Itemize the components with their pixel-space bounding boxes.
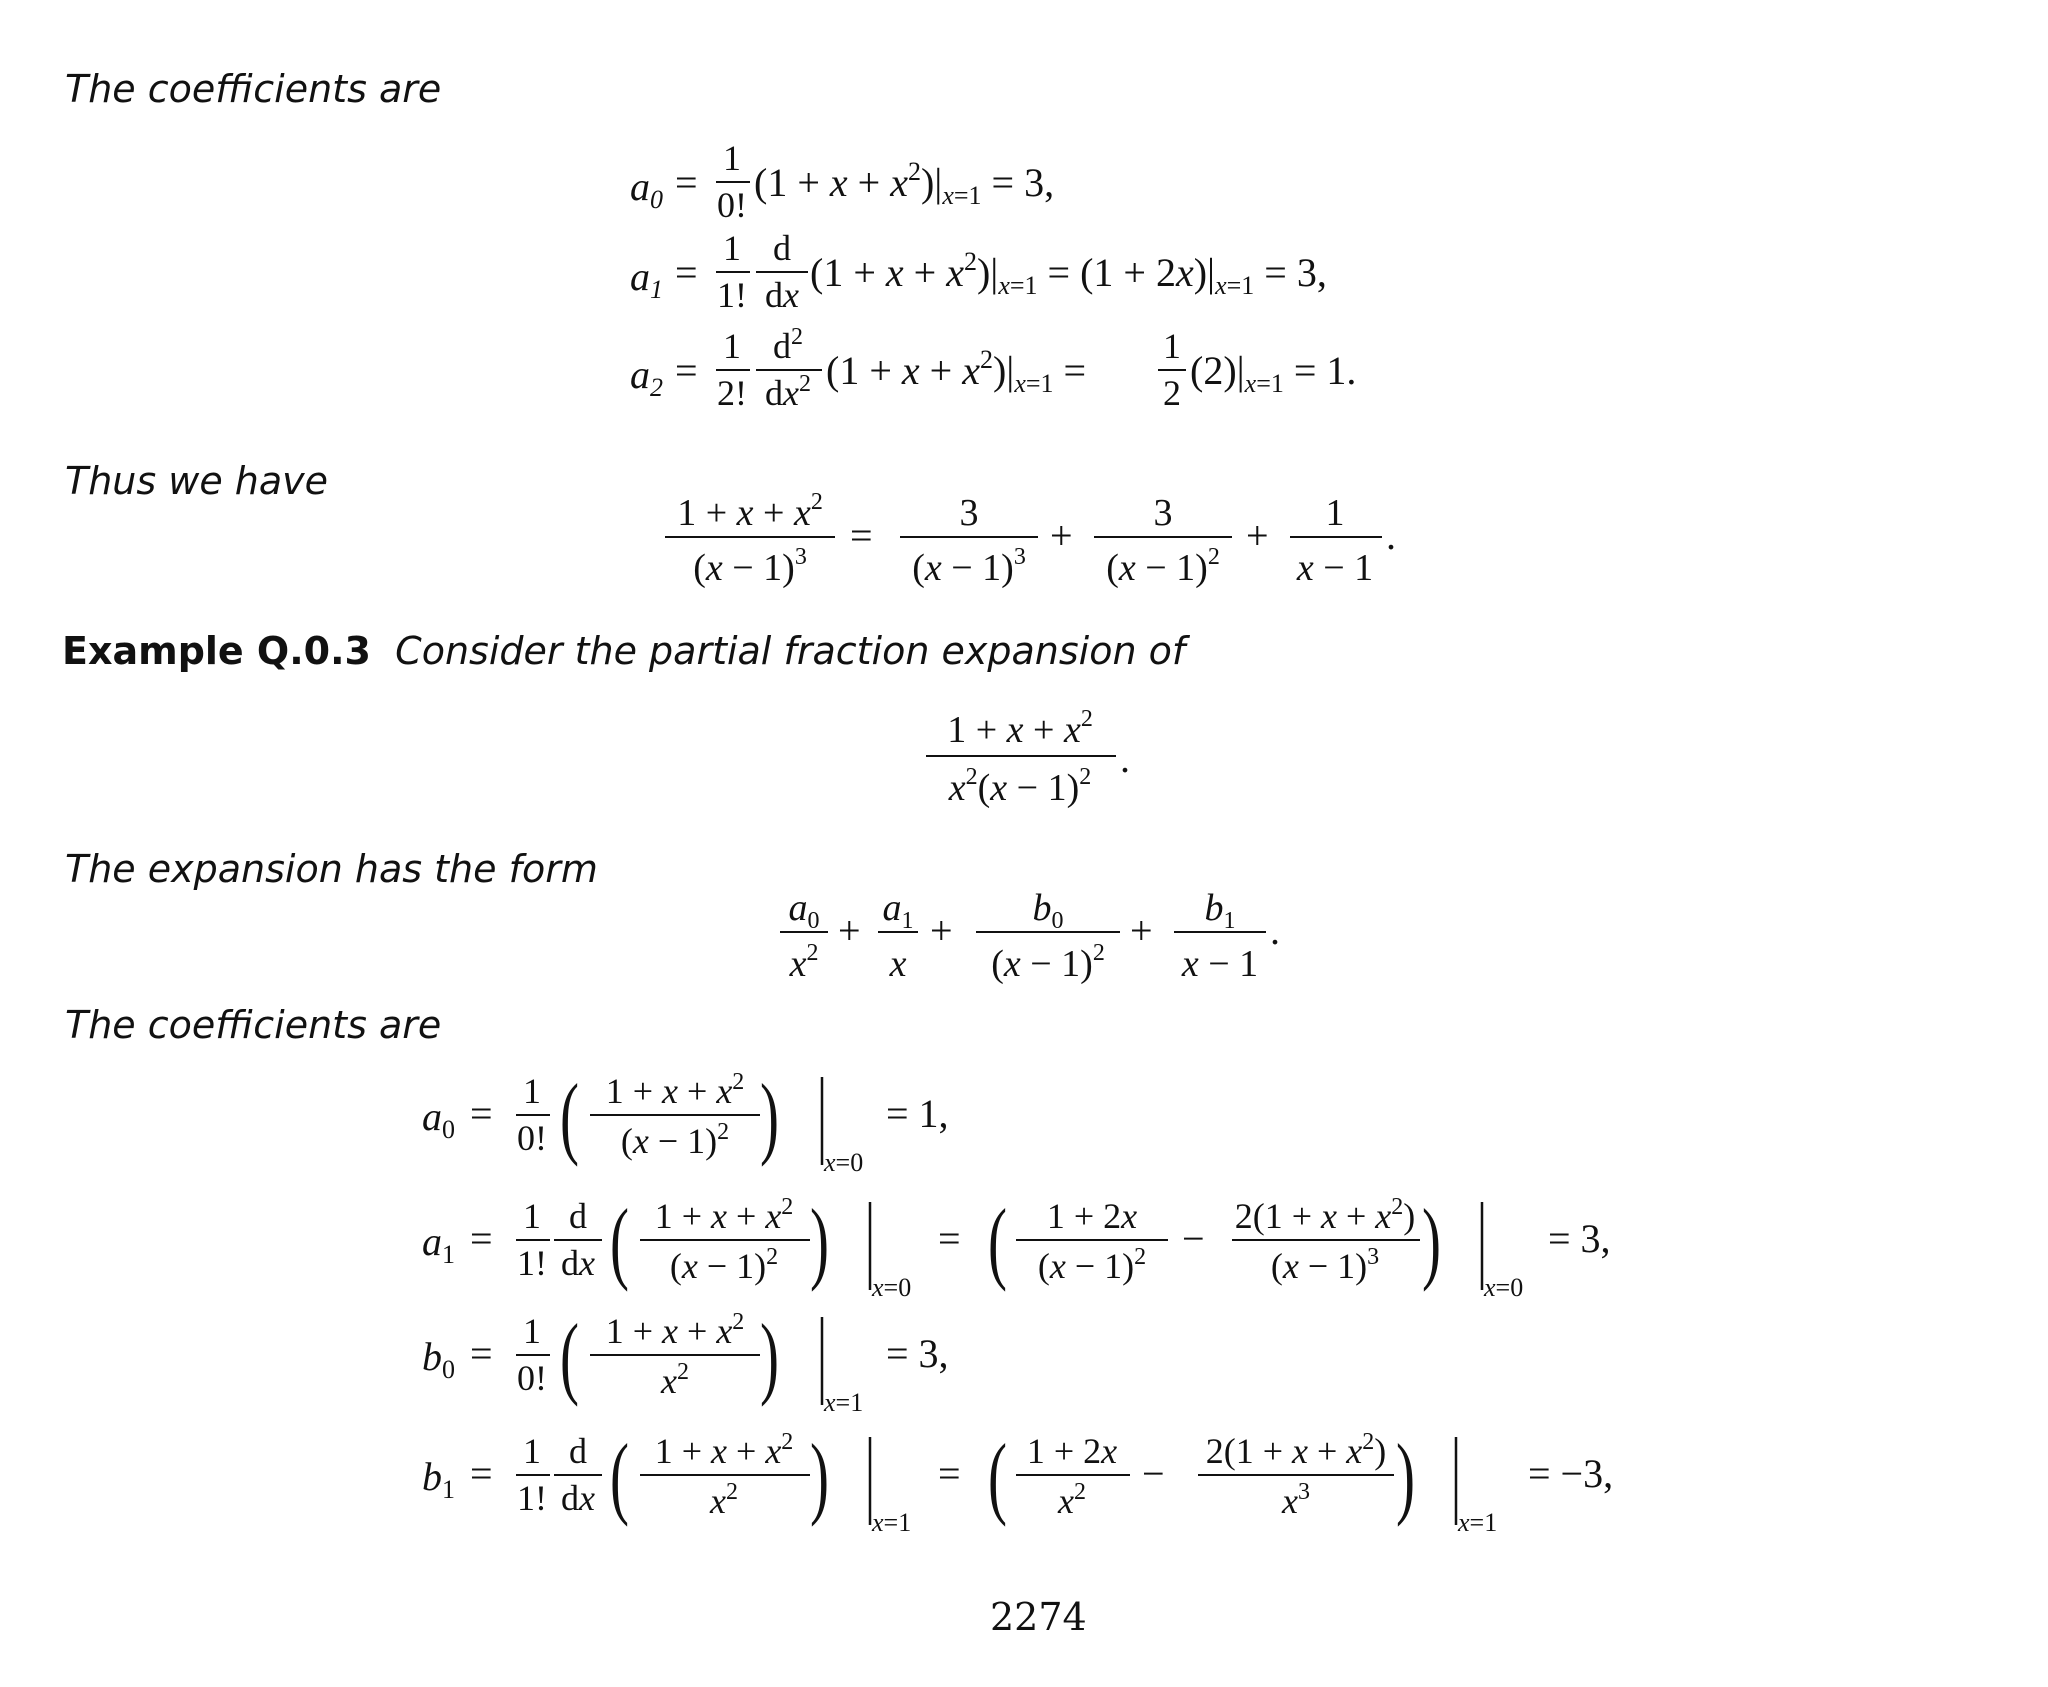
svg-text:x: x: [889, 943, 907, 985]
svg-text:0!: 0!: [517, 1358, 547, 1398]
svg-text:1 + 2x: 1 + 2x: [1026, 1431, 1118, 1471]
svg-text:1 + x + x2: $1 + x + x^2$: [677, 489, 823, 534]
svg-text:a1: $a_1$: [882, 887, 914, 934]
svg-text:1: 1: [1325, 492, 1345, 534]
svg-text:1: 1: [523, 1071, 541, 1111]
svg-text:=: =: [938, 1451, 961, 1496]
svg-text:1!: 1!: [517, 1478, 547, 1518]
svg-text:1: 1: [523, 1311, 541, 1351]
svg-text:(: (: [560, 1065, 580, 1168]
svg-text:1: 1: [523, 1196, 541, 1236]
svg-text:b0: $b_0$: [1032, 887, 1064, 934]
svg-text:−: −: [1142, 1451, 1165, 1496]
example-text: Consider the partial fraction expansion of: [395, 629, 1186, 673]
svg-text:(1 + x + x2)|x=1 = 3,: $(1 + x + x^2)|_x=1 = 3$,: [754, 157, 1055, 210]
svg-text:dx: dx: [561, 1243, 595, 1283]
svg-text:(: (: [610, 1425, 630, 1528]
svg-text:1 + 2x: 1 + 2x: [1046, 1196, 1138, 1236]
svg-text:b1: $b_1$: [422, 1454, 455, 1504]
svg-text:+: +: [1050, 513, 1073, 558]
svg-text:(x − 1)3: $(x - 1)^3$: [912, 544, 1026, 589]
svg-text:=: =: [470, 1331, 493, 1376]
svg-text:+: +: [1246, 513, 1269, 558]
svg-text:(x − 1)3: $(x - 1)^3$: [693, 544, 807, 589]
svg-text:1 + x + x2: $1 + x + x^2$: [654, 1194, 794, 1236]
svg-text:(1 + x + x2)|x=1 = (1 + 2x)|x=: $(1 + x + x^2)|_x=1 = (1 + 2x)|_x=1 = 3$,: [810, 247, 1327, 300]
svg-text:x=0: x=0: [1484, 1273, 1524, 1302]
svg-text:): ): [810, 1425, 830, 1528]
svg-text:1: 1: [723, 228, 741, 268]
svg-text:1!: 1!: [717, 275, 747, 315]
example-label: Example Q.0.3: [62, 629, 371, 673]
svg-text:.: .: [1386, 513, 1396, 558]
page-number: 2274: [990, 1595, 1087, 1639]
svg-text:3: 3: [959, 492, 979, 534]
svg-text:=: =: [470, 1091, 493, 1136]
svg-text:(2)|x=1 = 1.: $(2)|_x=1 = 1$.: [1190, 348, 1357, 398]
svg-text:a0: $a_0$: [422, 1094, 455, 1144]
svg-text:a1: $a_1$: [422, 1219, 455, 1269]
expansion-form-text: The expansion has the form: [65, 847, 598, 891]
svg-text:dx2: $dx^2$: [765, 371, 811, 413]
svg-text:): ): [760, 1305, 780, 1408]
coefficients-intro-text-2: The coefficients are: [65, 1003, 442, 1047]
thus-we-have-text: Thus we have: [65, 459, 329, 503]
svg-text:d2: $d^2$: [773, 324, 803, 366]
svg-text:2(1 + x + x2): $2(1 + x + x^2)$: [1234, 1194, 1416, 1236]
svg-text:x=0: x=0: [872, 1273, 912, 1302]
svg-text:0!: 0!: [517, 1118, 547, 1158]
svg-text:1: 1: [723, 326, 741, 366]
svg-text:x − 1: x − 1: [1296, 547, 1374, 589]
svg-text:2(1 + x + x2): $2(1 + x + x^2)$: [1205, 1429, 1387, 1471]
svg-text:+: +: [1130, 908, 1153, 953]
svg-text:=: =: [675, 250, 698, 295]
svg-text:+: +: [930, 908, 953, 953]
svg-text:1: 1: [1163, 326, 1181, 366]
svg-text:d: d: [569, 1196, 587, 1236]
svg-text:a0: $a_0$: [630, 164, 663, 214]
svg-text:1 + x + x2: $1 + x + x^2$: [654, 1429, 794, 1471]
svg-text:x=1: x=1: [824, 1388, 864, 1417]
svg-text:(: (: [560, 1305, 580, 1408]
svg-text:a0: $a_0$: [788, 887, 820, 934]
svg-text:=: =: [675, 160, 698, 205]
svg-text:= 1,: = 1,: [886, 1091, 949, 1136]
svg-text:(x − 1)2: $(x - 1)^2$: [669, 1244, 779, 1286]
svg-text:.: .: [1120, 736, 1130, 781]
svg-text:1: 1: [523, 1431, 541, 1471]
svg-text:d: d: [569, 1431, 587, 1471]
svg-text:x=1: x=1: [872, 1508, 912, 1535]
svg-text:x=1: x=1: [1458, 1508, 1498, 1535]
svg-text:1: 1: [723, 138, 741, 178]
svg-text:(x − 1)2: $(x - 1)^2$: [991, 940, 1105, 985]
svg-text:+: +: [838, 908, 861, 953]
svg-text:dx: dx: [561, 1478, 595, 1518]
svg-text:d: d: [773, 228, 791, 268]
svg-text:=: =: [675, 348, 698, 393]
svg-text:(x − 1)3: $(x - 1)^3$: [1270, 1244, 1380, 1286]
svg-text:x=0: x=0: [824, 1148, 864, 1177]
svg-text:x2: $x^2$: [1058, 1479, 1086, 1521]
svg-text:): ): [760, 1065, 780, 1168]
svg-text:x2: $x^2$: [661, 1359, 689, 1401]
svg-text:.: .: [1270, 908, 1280, 953]
svg-text:x2: $x^2$: [710, 1479, 738, 1521]
svg-text:2!: 2!: [717, 373, 747, 413]
svg-text:(: (: [610, 1190, 630, 1293]
equation-block-1: [620, 130, 1440, 440]
svg-text:= 3,: = 3,: [1548, 1216, 1611, 1261]
svg-text:(1 + x + x2)|x=1 =: $(1 + x + x^2)|_x=1$ =: [826, 345, 1087, 398]
example-heading: [62, 629, 1186, 673]
svg-text:x3: $x^3$: [1282, 1479, 1310, 1521]
svg-text:1!: 1!: [517, 1243, 547, 1283]
svg-text:1 + x + x2: $1 + x + x^2$: [605, 1069, 745, 1111]
coefficients-intro-text: The coefficients are: [65, 67, 442, 111]
svg-text:1 + x + x2: $1 + x + x^2$: [605, 1309, 745, 1351]
svg-text:(x − 1)2: $(x - 1)^2$: [1106, 544, 1220, 589]
svg-text:(: (: [988, 1190, 1008, 1293]
svg-text:x2(x − 1)2: $x^2(x - 1)^2$: [948, 764, 1092, 809]
result-equation-1: [660, 485, 1420, 595]
svg-text:2: 2: [1163, 373, 1181, 413]
equation-block-2: [420, 1065, 1670, 1535]
svg-text:(: (: [988, 1425, 1008, 1528]
svg-text:= −3,: = −3,: [1528, 1451, 1614, 1496]
svg-text:): ): [810, 1190, 830, 1293]
svg-text:(x − 1)2: $(x - 1)^2$: [1037, 1244, 1147, 1286]
svg-text:=: =: [938, 1216, 961, 1261]
svg-text:a1: $a_1$: [630, 254, 663, 304]
svg-text:=: =: [850, 513, 873, 558]
svg-text:=: =: [470, 1216, 493, 1261]
svg-text:= 3,: = 3,: [886, 1331, 949, 1376]
svg-text:b1: $b_1$: [1204, 887, 1236, 934]
expansion-form-equation: [770, 880, 1290, 990]
svg-text:): ): [1422, 1190, 1442, 1293]
svg-text:x2: $x^2$: [789, 940, 819, 985]
function-expression: [920, 700, 1140, 815]
svg-text:0!: 0!: [717, 185, 747, 225]
svg-text:(x − 1)2: $(x - 1)^2$: [620, 1119, 730, 1161]
svg-text:3: 3: [1153, 492, 1173, 534]
svg-text:=: =: [470, 1451, 493, 1496]
svg-text:): ): [1396, 1425, 1416, 1528]
svg-text:b0: $b_0$: [422, 1334, 455, 1384]
svg-text:−: −: [1182, 1216, 1205, 1261]
svg-text:1 + x + x2: $1 + x + x^2$: [947, 706, 1093, 751]
svg-text:dx: dx: [765, 275, 799, 315]
svg-text:x − 1: x − 1: [1181, 943, 1259, 985]
svg-text:a2: $a_2$: [630, 352, 663, 402]
